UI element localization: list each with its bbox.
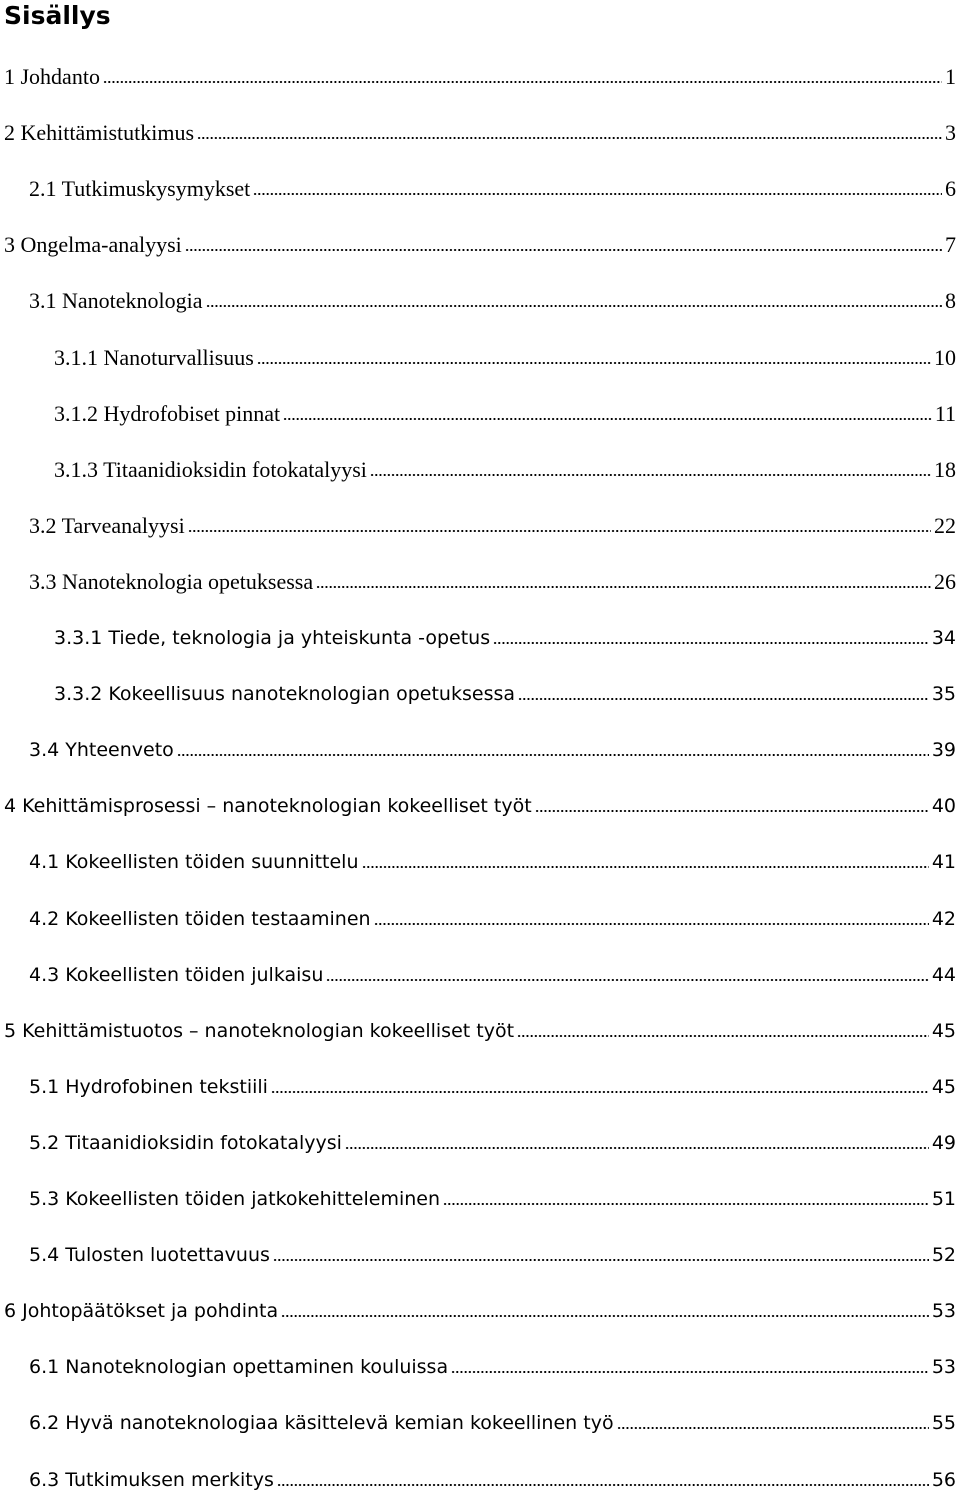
toc-page-number: 52 — [931, 1244, 956, 1267]
toc-dot-leader — [257, 361, 931, 365]
toc-entry-label: 4.2 Kokeellisten töiden testaaminen — [29, 907, 371, 930]
toc-entry[interactable] — [29, 958, 956, 988]
toc-page-number: 45 — [931, 1075, 956, 1098]
toc-entry-label: 3.3.2 Kokeellisuus nanoteknologian opetuksessa — [54, 683, 516, 706]
toc-page-number: 26 — [934, 568, 956, 594]
toc-entry-label: 6.2 Hyvä nanoteknologiaa käsittelevä kemian kokeellinen työ — [29, 1412, 614, 1435]
toc-entry-label: 3.1.3 Titaanidioksidin fotokatalyysi — [54, 456, 367, 482]
toc-entry-label: 1 Johdanto — [4, 64, 100, 89]
toc-entry-label: 3.1 Nanoteknologia — [29, 288, 203, 314]
toc-entry-label: 6.3 Tutkimuksen merkitys — [29, 1468, 274, 1491]
toc-entry-label: 3.1.1 Nanoturvallisuus — [54, 344, 254, 370]
toc-dot-leader — [188, 529, 931, 533]
toc-entry-label: 5.2 Titaanidioksidin fotokatalyysi — [29, 1131, 342, 1154]
toc-entry-label: 5.4 Tulosten luotettavuus — [29, 1244, 270, 1267]
toc-dot-leader — [493, 641, 929, 645]
toc-page-number: 6 — [945, 176, 956, 202]
toc-dot-leader — [518, 697, 929, 701]
toc-dot-leader — [177, 753, 929, 757]
toc-dot-leader — [103, 80, 942, 84]
toc-entry[interactable] — [29, 1350, 956, 1380]
toc-dot-leader — [185, 248, 942, 252]
toc-dot-leader — [517, 1034, 929, 1038]
toc-page-number: 40 — [931, 795, 956, 818]
toc-entry-label: 2 Kehittämistutkimus — [4, 120, 195, 146]
toc-entry[interactable] — [29, 284, 956, 314]
toc-entry-label: 3.4 Yhteenveto — [29, 739, 174, 762]
toc-entry[interactable] — [29, 172, 956, 202]
toc-entry[interactable] — [29, 565, 956, 595]
toc-dot-leader — [617, 1426, 929, 1430]
toc-heading: Sisällys — [4, 1, 111, 30]
toc-page-number: 11 — [934, 400, 956, 426]
toc-entry[interactable] — [4, 228, 956, 258]
toc-dot-leader — [206, 304, 942, 308]
toc-dot-leader — [451, 1370, 929, 1374]
toc-dot-leader — [197, 136, 942, 140]
toc-entry[interactable] — [4, 60, 956, 90]
toc-page-number: 39 — [931, 739, 956, 762]
toc-entry-label: 6 Johtopäätökset ja pohdinta — [4, 1300, 279, 1323]
toc-entry-label: 5 Kehittämistuotos – nanoteknologian kokeelliset työt — [4, 1019, 515, 1042]
toc-entry-label: 5.3 Kokeellisten töiden jatkokehitteleminen — [29, 1188, 441, 1210]
toc-page-number: 53 — [931, 1300, 956, 1323]
toc-entry[interactable] — [29, 1406, 956, 1436]
toc-entry-label: 2.1 Tutkimuskysymykset — [29, 176, 251, 202]
toc-entry[interactable] — [29, 509, 956, 539]
toc-entry-label: 3 Ongelma-analyysi — [4, 232, 182, 258]
toc-entry-label: 4 Kehittämisprosessi – nanoteknologian kokeelliset työt — [4, 795, 532, 818]
toc-page-number: 53 — [931, 1356, 956, 1379]
toc-entry[interactable] — [54, 621, 956, 651]
toc-page-number: 45 — [931, 1019, 956, 1042]
toc-page-number: 22 — [934, 512, 956, 538]
toc-entry-label: 3.1.2 Hydrofobiset pinnat — [54, 400, 281, 426]
toc-entry[interactable] — [29, 1463, 956, 1493]
toc-entry[interactable] — [29, 845, 956, 875]
toc-entry[interactable] — [29, 1238, 956, 1268]
toc-page-number: 55 — [931, 1412, 956, 1435]
toc-entry[interactable] — [29, 902, 956, 932]
toc-dot-leader — [253, 192, 942, 196]
toc-dot-leader — [345, 1146, 929, 1150]
toc-entry[interactable] — [54, 397, 956, 427]
toc-page-number: 18 — [934, 456, 956, 482]
toc-page-number: 1 — [945, 64, 956, 89]
toc-dot-leader — [316, 585, 931, 589]
toc-page-number: 7 — [945, 232, 956, 258]
toc-entry-label: 5.1 Hydrofobinen tekstiili — [29, 1075, 268, 1098]
toc-page-number: 49 — [931, 1131, 956, 1154]
toc-page-number: 41 — [931, 851, 956, 874]
toc-dot-leader — [362, 865, 929, 869]
toc-dot-leader — [443, 1202, 929, 1206]
toc-entry[interactable] — [29, 1182, 956, 1212]
toc-page-number: 42 — [931, 907, 956, 930]
toc-entry[interactable] — [54, 453, 956, 483]
toc-page-number: 8 — [945, 288, 956, 314]
toc-entry[interactable] — [4, 116, 956, 146]
toc-entry[interactable] — [4, 789, 956, 819]
toc-page-number: 34 — [931, 627, 956, 649]
toc-entry-label: 3.3.1 Tiede, teknologia ja yhteiskunta -opetus — [54, 627, 491, 649]
toc-entry-label: 3.3 Nanoteknologia opetuksessa — [29, 568, 314, 594]
toc-entry[interactable] — [4, 1294, 956, 1324]
toc-entry[interactable] — [29, 733, 956, 763]
toc-entry[interactable] — [4, 1014, 956, 1044]
toc-page-number: 10 — [934, 344, 956, 370]
toc-dot-leader — [283, 417, 932, 421]
toc-entry[interactable] — [29, 1070, 956, 1100]
toc-dot-leader — [535, 809, 929, 813]
toc-entry-label: 3.2 Tarveanalyysi — [29, 512, 185, 538]
toc-entry-label: 6.1 Nanoteknologian opettaminen kouluissa — [29, 1356, 449, 1379]
toc-dot-leader — [374, 922, 929, 926]
toc-page-number: 56 — [931, 1468, 956, 1491]
toc-entry-label: 4.1 Kokeellisten töiden suunnittelu — [29, 851, 359, 874]
toc-page-number: 44 — [931, 963, 956, 986]
toc-dot-leader — [273, 1258, 929, 1262]
toc-dot-leader — [326, 978, 928, 982]
toc-dot-leader — [271, 1090, 929, 1094]
toc-dot-leader — [370, 473, 931, 477]
toc-page-number: 3 — [945, 120, 956, 146]
toc-entry[interactable] — [29, 1126, 956, 1156]
toc-dot-leader — [277, 1483, 929, 1487]
toc-entry[interactable] — [54, 341, 956, 371]
toc-entry-label: 4.3 Kokeellisten töiden julkaisu — [29, 963, 324, 986]
toc-page-number: 51 — [931, 1188, 956, 1210]
toc-entry[interactable] — [54, 677, 956, 707]
toc-dot-leader — [281, 1314, 929, 1318]
toc-page-number: 35 — [931, 683, 956, 706]
